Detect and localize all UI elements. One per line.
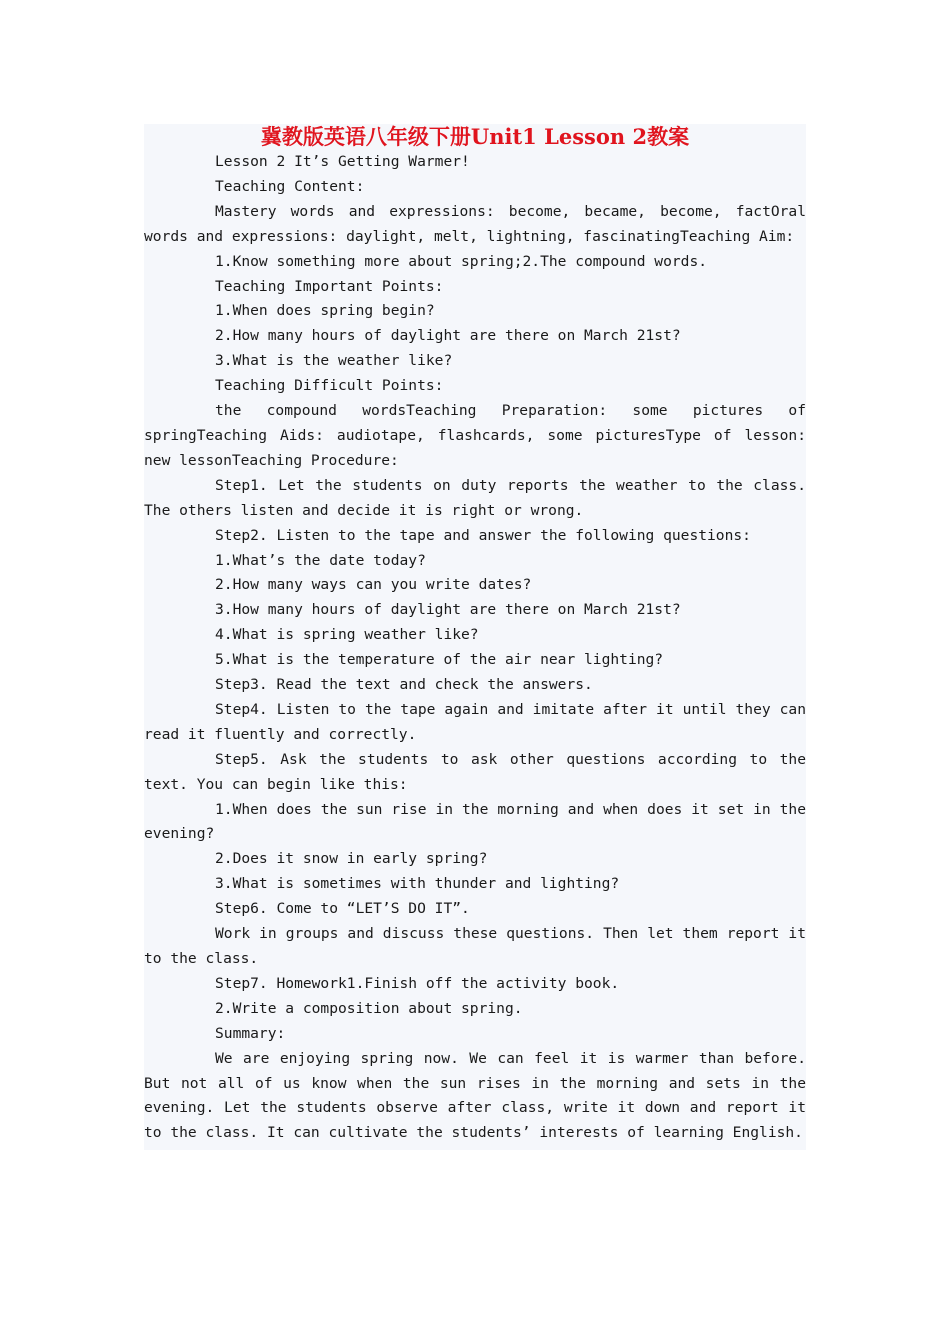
paragraph: 1.When does the sun rise in the morning and when does it set in the evening? bbox=[144, 800, 806, 843]
paragraph: the compound wordsTeaching Preparation: some pictures of springTeaching Aids: audiotape, flashcards, some picturesType of lesson: new lessonTeaching Procedure: bbox=[144, 402, 806, 469]
paragraph: 1.When does spring begin? bbox=[215, 302, 435, 320]
paragraph: 1.Know something more about spring;2.The compound words. bbox=[215, 252, 708, 270]
paragraph: Step2. Listen to the tape and answer the following questions: bbox=[215, 526, 751, 544]
paragraph: Step5. Ask the students to ask other questions according to the text. You can begin like this: bbox=[144, 750, 806, 793]
paragraph: 2.How many hours of daylight are there on March 21st? bbox=[215, 327, 681, 345]
paragraph: Mastery words and expressions: become, became, become, factOral words and expressions: daylight, melt, lightning, fascinatingTeaching Aim: bbox=[144, 202, 806, 245]
paragraph: Teaching Important Points: bbox=[215, 277, 444, 295]
paragraph: Summary: bbox=[215, 1024, 286, 1042]
paragraph: 4.What is spring weather like? bbox=[215, 626, 479, 644]
paragraph: 5.What is the temperature of the air near lighting? bbox=[215, 651, 664, 669]
paragraph: 3.What is the weather like? bbox=[215, 352, 453, 370]
paragraph: Teaching Difficult Points: bbox=[215, 377, 444, 395]
paragraph: 2.Write a composition about spring. bbox=[215, 999, 523, 1017]
paragraph: 3.How many hours of daylight are there on March 21st? bbox=[215, 601, 681, 619]
paragraph: 2.Does it snow in early spring? bbox=[215, 850, 488, 868]
paragraph: 3.What is sometimes with thunder and lighting? bbox=[215, 875, 620, 893]
paragraph: Work in groups and discuss these questions. Then let them report it to the class. bbox=[144, 925, 806, 967]
paragraph: Lesson 2 It’s Getting Warmer! bbox=[215, 153, 470, 170]
paragraph: We are enjoying spring now. We can feel it is warmer than before. But not all of us know when the sun rises in the morning and sets in the evening. Let the students observe after class, write it down and report it to the class. It can cultivate the students’ interests of learning English. bbox=[144, 1049, 806, 1142]
document-title: 冀教版英语八年级下册Unit1 Lesson 2教案 bbox=[260, 124, 690, 149]
paragraph: Step4. Listen to the tape again and imitate after it until they can read it fluently and correctly. bbox=[144, 700, 806, 743]
paragraph: 2.How many ways can you write dates? bbox=[215, 576, 532, 594]
paragraph: Step1. Let the students on duty reports the weather to the class. The others listen and decide it is right or wrong. bbox=[144, 476, 806, 519]
document-page bbox=[144, 124, 806, 1150]
paragraph: Teaching Content: bbox=[215, 177, 365, 195]
paragraph: Step3. Read the text and check the answers. bbox=[215, 676, 593, 694]
paragraph: 1.What’s the date today? bbox=[215, 551, 426, 569]
paragraph: Step6. Come to “LET’S DO IT”. bbox=[215, 900, 470, 918]
paragraph: Step7. Homework1.Finish off the activity book. bbox=[215, 974, 620, 992]
document-body bbox=[144, 150, 806, 1146]
